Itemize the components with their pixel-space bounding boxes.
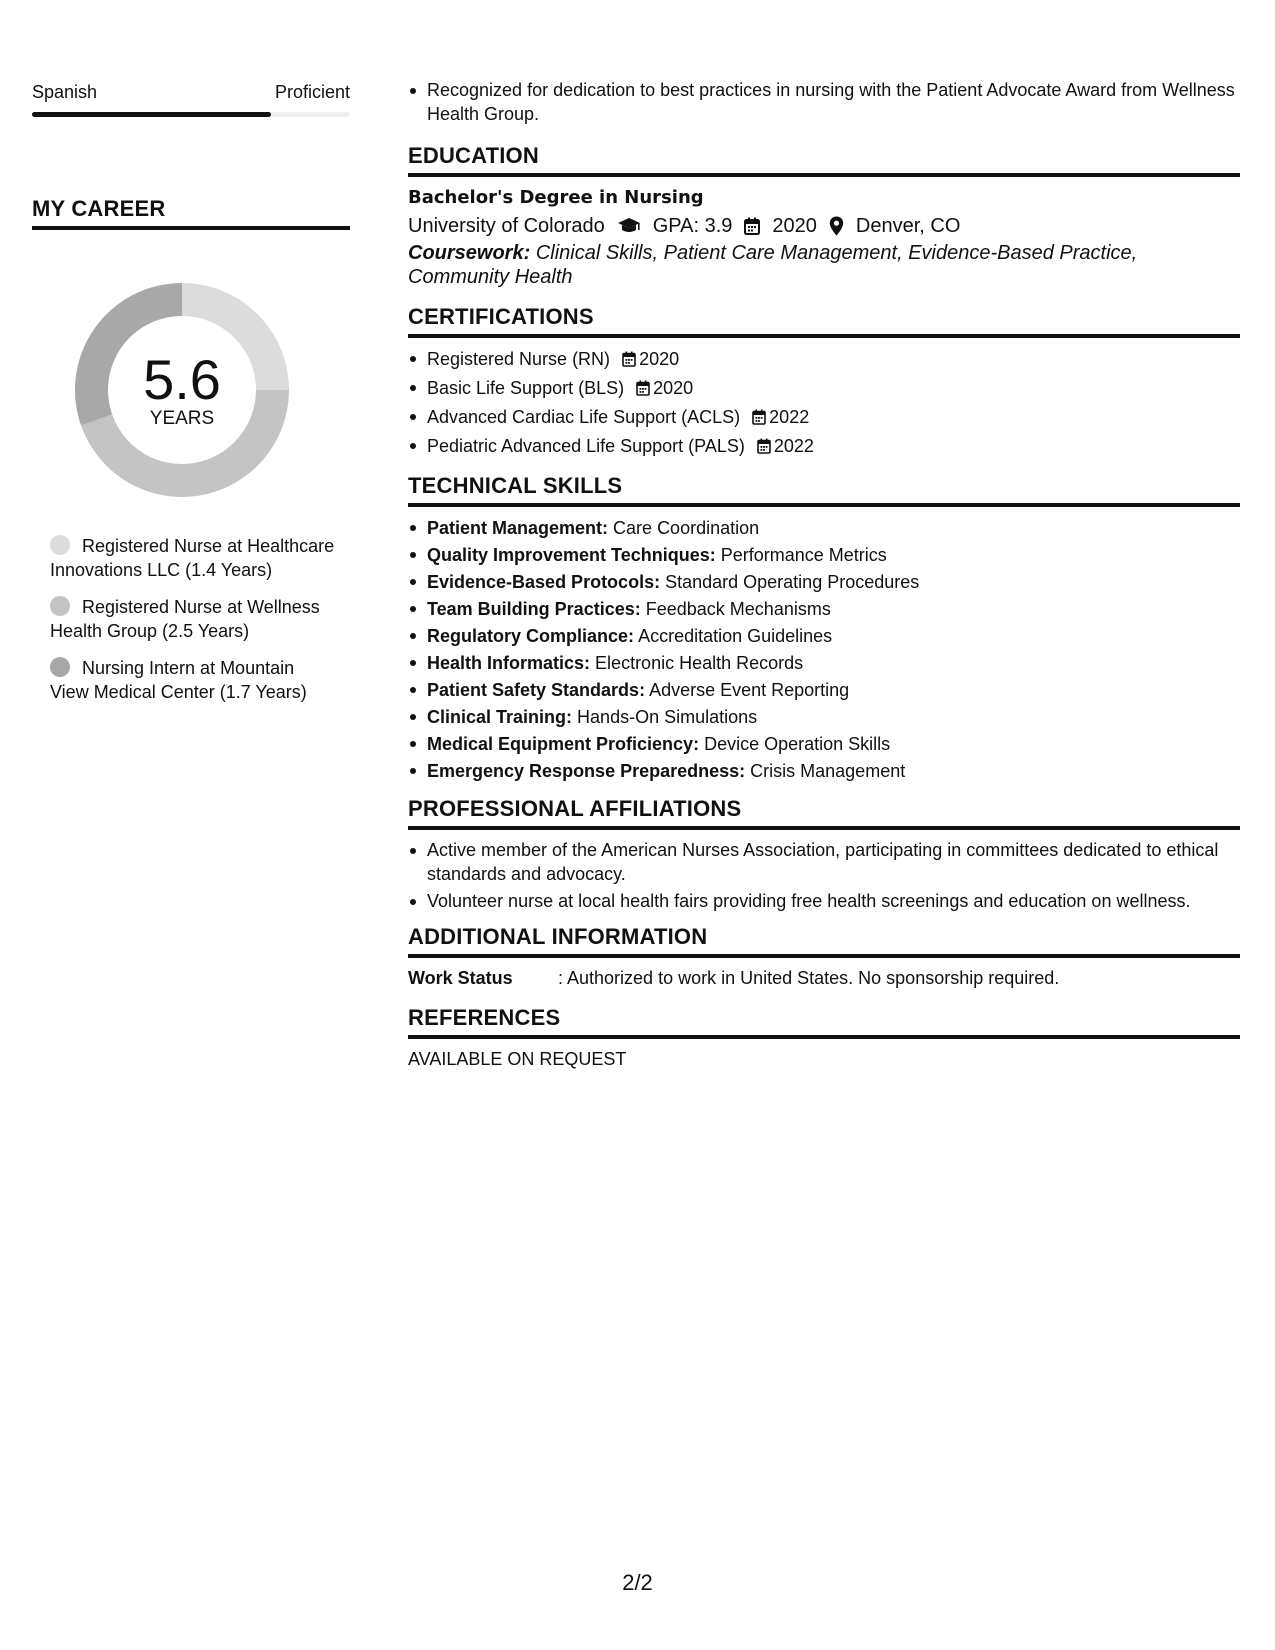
certification-year: 2022	[773, 436, 814, 456]
legend-dot	[50, 657, 70, 677]
career-donut-chart	[62, 270, 302, 510]
skill-value: Accreditation Guidelines	[638, 626, 833, 646]
affiliations-title: PROFESSIONAL AFFILIATIONS	[408, 796, 742, 821]
language-proficiency-fill	[32, 112, 271, 117]
language-level: Proficient	[274, 82, 350, 102]
career-legend-label: Nursing Intern at Mountain View Medical Center (1.7 Years)	[50, 658, 307, 702]
certification-year: 2022	[769, 407, 810, 427]
certification-item	[408, 375, 1240, 404]
skill-name: Clinical Training:	[427, 707, 573, 727]
language-proficiency-bar	[32, 112, 350, 117]
skill-name: Health Informatics:	[427, 653, 591, 673]
references-title: REFERENCES	[408, 1005, 561, 1030]
legend-dot	[50, 596, 70, 616]
education-year: 2020	[772, 215, 817, 237]
skill-value: Adverse Event Reporting	[649, 680, 850, 700]
additional-title: ADDITIONAL INFORMATION	[408, 924, 708, 949]
education-school: University of Colorado	[408, 215, 605, 237]
skill-name: Medical Equipment Proficiency:	[427, 734, 700, 754]
education-degree: Bachelor's Degree in Nursing	[408, 187, 704, 208]
skill-name: Patient Management:	[427, 518, 609, 538]
work-status-value: : Authorized to work in United States. No sponsorship required.	[558, 968, 1060, 988]
skill-value: Feedback Mechanisms	[645, 599, 831, 619]
experience-bullets	[408, 78, 1240, 126]
education-gpa: GPA: 3.9	[652, 215, 733, 237]
skill-item	[408, 677, 1240, 704]
education-details	[408, 211, 1240, 241]
certification-name: Basic Life Support (BLS)	[427, 378, 625, 398]
career-legend-label: Registered Nurse at Wellness Health Group (2.5 Years)	[50, 597, 320, 641]
skill-item	[408, 596, 1240, 623]
section-rule	[408, 173, 1240, 177]
career-legend-item	[50, 595, 335, 643]
skill-name: Patient Safety Standards:	[427, 680, 646, 700]
skill-item	[408, 515, 1240, 542]
calendar-icon	[757, 435, 771, 462]
skill-value: Crisis Management	[750, 761, 906, 781]
career-heading: MY CAREER	[32, 196, 166, 221]
certification-item	[408, 404, 1240, 433]
calendar-icon	[622, 348, 636, 375]
page-number: 2/2	[622, 1570, 653, 1595]
references-text: AVAILABLE ON REQUEST	[408, 1049, 627, 1069]
affiliations-section	[408, 795, 1240, 913]
certification-year: 2020	[639, 349, 680, 369]
skill-value: Device Operation Skills	[704, 734, 891, 754]
skills-title: TECHNICAL SKILLS	[408, 473, 623, 498]
skill-item	[408, 650, 1240, 677]
section-rule	[408, 503, 1240, 507]
section-rule	[408, 826, 1240, 830]
skill-name: Team Building Practices:	[427, 599, 641, 619]
education-coursework	[408, 241, 1240, 289]
affiliation-item: Active member of the American Nurses Association, participating in committees dedicated to ethical standards and advocacy.	[408, 838, 1240, 886]
language-block	[32, 80, 350, 117]
location-pin-icon	[829, 216, 844, 236]
skill-item	[408, 569, 1240, 596]
skill-name: Regulatory Compliance:	[427, 626, 635, 646]
skills-section	[408, 472, 1240, 785]
certification-name: Advanced Cardiac Life Support (ACLS)	[427, 407, 741, 427]
skill-value: Hands-On Simulations	[577, 707, 758, 727]
career-legend-item	[50, 534, 335, 582]
certification-name: Registered Nurse (RN)	[427, 349, 611, 369]
skill-item	[408, 758, 1240, 785]
skill-item	[408, 731, 1240, 758]
affiliations-list	[408, 838, 1240, 913]
certifications-section	[408, 303, 1240, 462]
skill-name: Emergency Response Preparedness:	[427, 761, 746, 781]
education-location: Denver, CO	[855, 215, 961, 237]
additional-section	[408, 923, 1240, 990]
work-status-row	[408, 966, 1240, 990]
skills-list	[408, 515, 1240, 785]
references-section	[408, 1004, 1240, 1071]
calendar-icon	[752, 406, 766, 433]
affiliation-item: Volunteer nurse at local health fairs providing free health screenings and education on wellness.	[408, 889, 1240, 913]
career-legend-label: Registered Nurse at Healthcare Innovations LLC (1.4 Years)	[50, 536, 335, 580]
certification-year: 2020	[653, 378, 694, 398]
legend-dot	[50, 535, 70, 555]
section-rule	[408, 334, 1240, 338]
section-rule	[408, 954, 1240, 958]
skill-value: Electronic Health Records	[595, 653, 804, 673]
certification-item	[408, 346, 1240, 375]
coursework-label: Coursework:	[408, 242, 531, 264]
work-status-label: Work Status	[408, 968, 513, 988]
language-row	[32, 80, 350, 104]
certification-name: Pediatric Advanced Life Support (PALS)	[427, 436, 745, 456]
career-total-unit: YEARS	[149, 408, 215, 429]
skill-name: Evidence-Based Protocols:	[427, 572, 661, 592]
main-content	[408, 78, 1240, 1071]
calendar-icon	[636, 377, 650, 404]
skill-value: Care Coordination	[613, 518, 760, 538]
coursework-text: Clinical Skills, Patient Care Management, Evidence-Based Practice, Community Health	[408, 242, 1138, 288]
skill-item	[408, 704, 1240, 731]
career-total-years: 5.6	[143, 348, 221, 411]
certifications-title: CERTIFICATIONS	[408, 304, 594, 329]
calendar-icon	[744, 217, 760, 235]
skill-value: Standard Operating Procedures	[665, 572, 920, 592]
section-rule	[408, 1035, 1240, 1039]
experience-bullet: Recognized for dedication to best practices in nursing with the Patient Advocate Award from Wellness Health Group.	[408, 78, 1240, 126]
education-section	[408, 142, 1240, 289]
skill-name: Quality Improvement Techniques:	[427, 545, 716, 565]
career-heading-rule	[32, 226, 350, 230]
skill-item	[408, 542, 1240, 569]
skill-value: Performance Metrics	[720, 545, 887, 565]
graduation-cap-icon	[617, 217, 641, 235]
certification-item	[408, 433, 1240, 462]
career-legend	[50, 534, 335, 717]
certifications-list	[408, 346, 1240, 462]
language-name: Spanish	[32, 82, 98, 102]
education-title: EDUCATION	[408, 143, 539, 168]
career-legend-item	[50, 656, 335, 704]
skill-item	[408, 623, 1240, 650]
